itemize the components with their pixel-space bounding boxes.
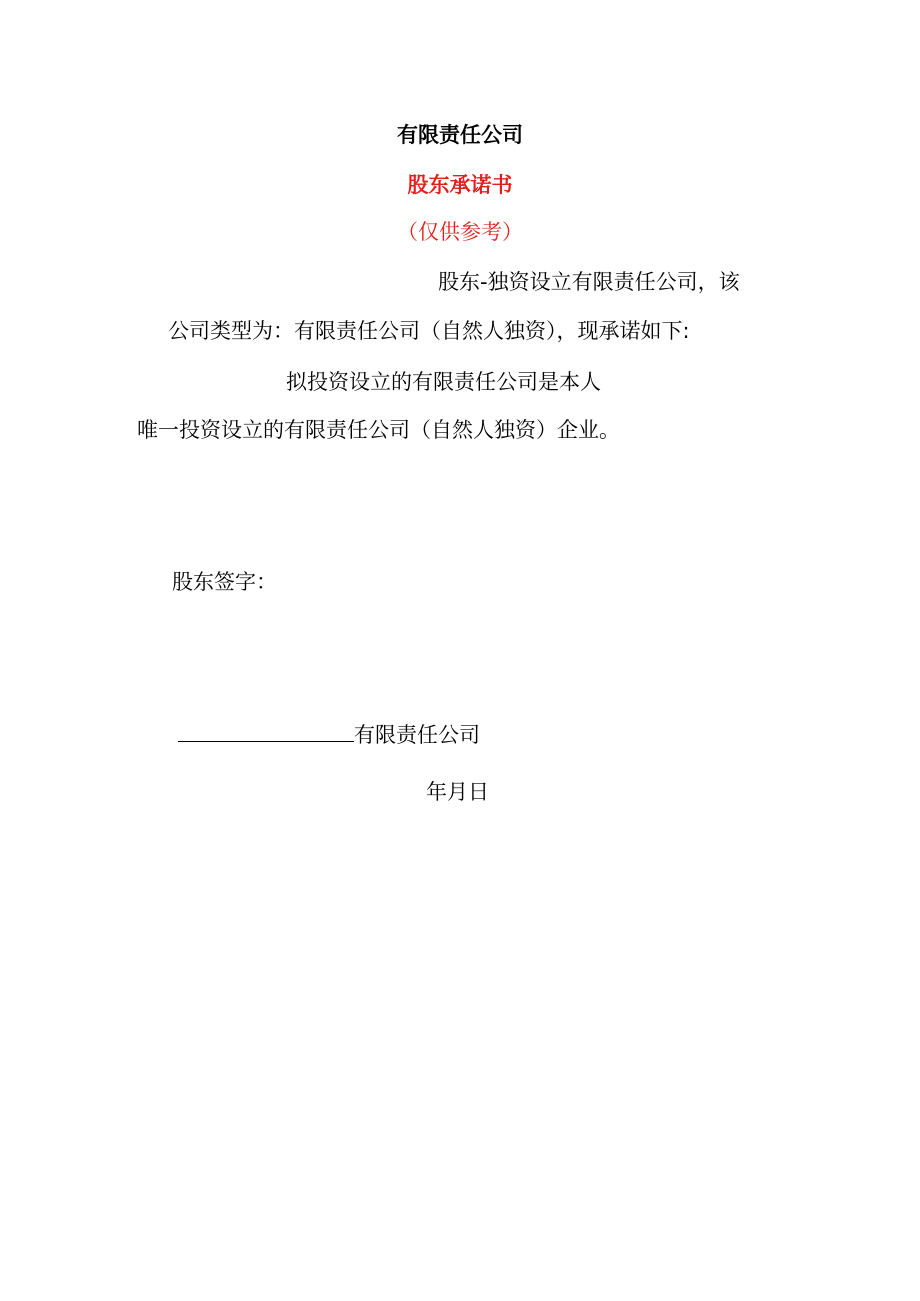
paragraph-line-1: 股东-独资设立有限责任公司，该 [438, 270, 740, 294]
paragraph-line-2: 公司类型为：有限责任公司（自然人独资），现承诺如下: [168, 319, 690, 343]
paragraph-line-4: 唯一投资设立的有限责任公司（自然人独资）企业。 [137, 418, 620, 442]
company-signature-line [178, 720, 480, 749]
document-note: （仅供参考） [397, 220, 523, 244]
blank-fill-line [178, 720, 354, 742]
paragraph-line-3: 拟投资设立的有限责任公司是本人 [286, 370, 601, 394]
document-title: 股东承诺书 [407, 173, 513, 197]
signature-label: 股东签字： [172, 570, 277, 594]
date-line: 年月日 [426, 780, 489, 804]
company-suffix: 有限责任公司 [354, 723, 480, 747]
document-title-company: 有限责任公司 [397, 123, 523, 147]
